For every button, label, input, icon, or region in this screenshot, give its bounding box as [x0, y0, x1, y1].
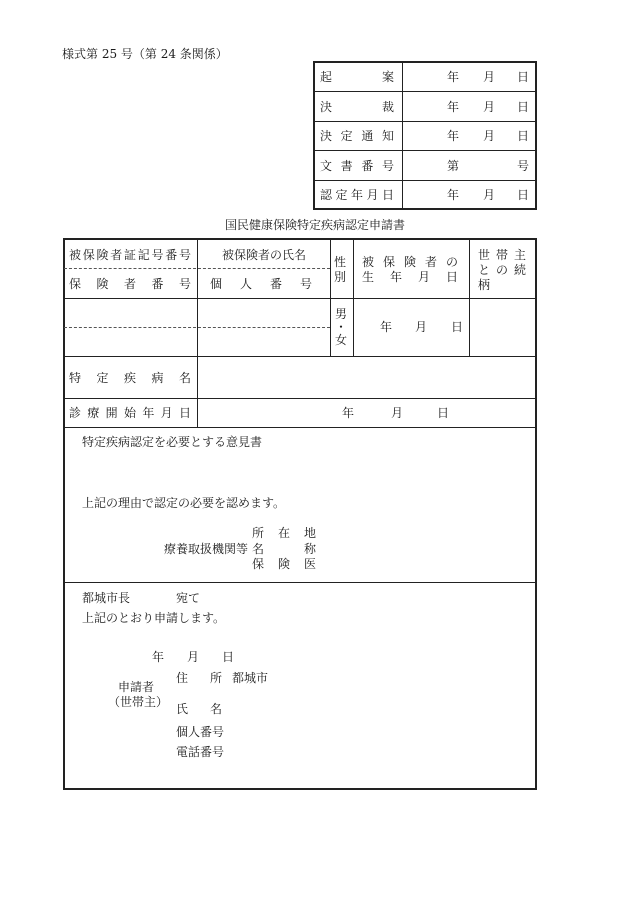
disease-name-input[interactable]	[199, 358, 535, 397]
application-day-unit: 日	[222, 650, 235, 664]
approval-month: 月	[483, 129, 496, 143]
addressee-suffix: 宛て	[176, 591, 201, 605]
header-birth-line2: 生年月日	[362, 270, 458, 284]
approval-row-line	[314, 150, 536, 151]
start-month-unit: 月	[391, 406, 404, 420]
approval-day: 日	[517, 100, 530, 114]
approval-month: 月	[483, 100, 496, 114]
disease-name-label: 特定疾病名	[69, 371, 191, 385]
personal-number-input[interactable]	[199, 329, 329, 355]
applicant-personal-number-label: 個人番号	[176, 725, 225, 739]
header-insured-name: 被保険者の氏名	[222, 248, 307, 262]
opinion-input[interactable]	[80, 452, 530, 492]
approval-year: 年	[447, 70, 460, 84]
approval-label: 決定通知	[320, 129, 394, 143]
gender-female[interactable]: 女	[335, 333, 348, 347]
applicant-address-value[interactable]: 都城市	[232, 671, 269, 685]
col-line	[353, 239, 354, 356]
col-line	[197, 239, 198, 427]
application-month-unit: 月	[187, 650, 200, 664]
application-year-unit: 年	[152, 650, 165, 664]
gender-male[interactable]: 男	[335, 307, 348, 321]
application-statement: 上記のとおり申請します。	[82, 611, 226, 625]
document-title: 国民健康保険特定疾病認定申請書	[224, 218, 405, 232]
approval-year: 年	[447, 188, 460, 202]
col-line	[330, 239, 331, 356]
approval-day: 日	[517, 129, 530, 143]
row-line	[64, 298, 536, 299]
insured-name-input[interactable]	[199, 300, 329, 326]
header-relationship-line3: 柄	[478, 278, 491, 292]
approval-row-line	[314, 91, 536, 92]
applicant-phone-label: 電話番号	[176, 745, 225, 759]
relationship-input[interactable]	[471, 300, 535, 355]
applicant-phone-input[interactable]	[232, 741, 522, 761]
approval-label: 文書番号	[320, 159, 394, 173]
header-relationship-line2: との続	[478, 263, 526, 277]
approval-label: 認定年月日	[320, 188, 394, 202]
start-year-unit: 年	[342, 406, 355, 420]
applicant-address-label: 住所	[176, 671, 222, 685]
approval-row-line	[314, 180, 536, 181]
birth-year-unit: 年	[380, 320, 393, 334]
approval-year: 年	[447, 100, 460, 114]
header-insured-number: 保険者番号	[69, 277, 191, 291]
approval-label: 起案	[320, 70, 394, 84]
approval-gou: 号	[517, 159, 530, 173]
header-cert-number: 被保険者証記号番号	[69, 248, 191, 262]
approval-row-line	[314, 121, 536, 122]
applicant-note: （世帯主）	[108, 695, 169, 709]
treatment-start-label: 診療開始年月日	[69, 406, 191, 420]
start-day-unit: 日	[437, 406, 450, 420]
header-personal-number: 個人番号	[210, 277, 312, 291]
approval-label: 決裁	[320, 100, 394, 114]
gender-separator: ・	[335, 320, 348, 334]
header-relationship-line1: 世帯主	[478, 248, 526, 262]
col-line	[469, 239, 470, 356]
addressee: 都城市長	[82, 591, 131, 605]
opinion-heading: 特定疾病認定を必要とする意見書	[82, 435, 263, 449]
institution-doctor-label: 保険医	[252, 557, 316, 571]
insured-number-input[interactable]	[65, 329, 196, 355]
opinion-statement: 上記の理由で認定の必要を認めます。	[82, 496, 286, 510]
header-birth-line1: 被保険者の	[362, 255, 458, 269]
applicant-label: 申請者	[118, 680, 155, 694]
approval-divider	[402, 62, 403, 209]
row-line	[64, 398, 536, 399]
row-line	[64, 427, 536, 428]
applicant-name-label: 氏名	[176, 702, 222, 716]
header-gender: 性別	[334, 255, 347, 284]
row-line	[64, 356, 536, 357]
applicant-personal-number-input[interactable]	[232, 721, 522, 741]
applicant-name-input[interactable]	[232, 698, 522, 718]
approval-month: 月	[483, 188, 496, 202]
form-number-label: 様式第 25 号（第 24 条関係）	[62, 47, 228, 61]
institution-name-label: 名称	[252, 542, 316, 556]
birth-month-unit: 月	[415, 320, 428, 334]
approval-dai: 第	[447, 159, 460, 173]
approval-month: 月	[483, 70, 496, 84]
approval-day: 日	[517, 188, 530, 202]
approval-year: 年	[447, 129, 460, 143]
cert-number-input[interactable]	[65, 300, 196, 326]
institution-location-label: 所在地	[252, 526, 316, 540]
approval-day: 日	[517, 70, 530, 84]
birth-day-unit: 日	[451, 320, 464, 334]
row-line	[64, 582, 536, 583]
institution-label: 療養取扱機関等	[164, 542, 249, 556]
